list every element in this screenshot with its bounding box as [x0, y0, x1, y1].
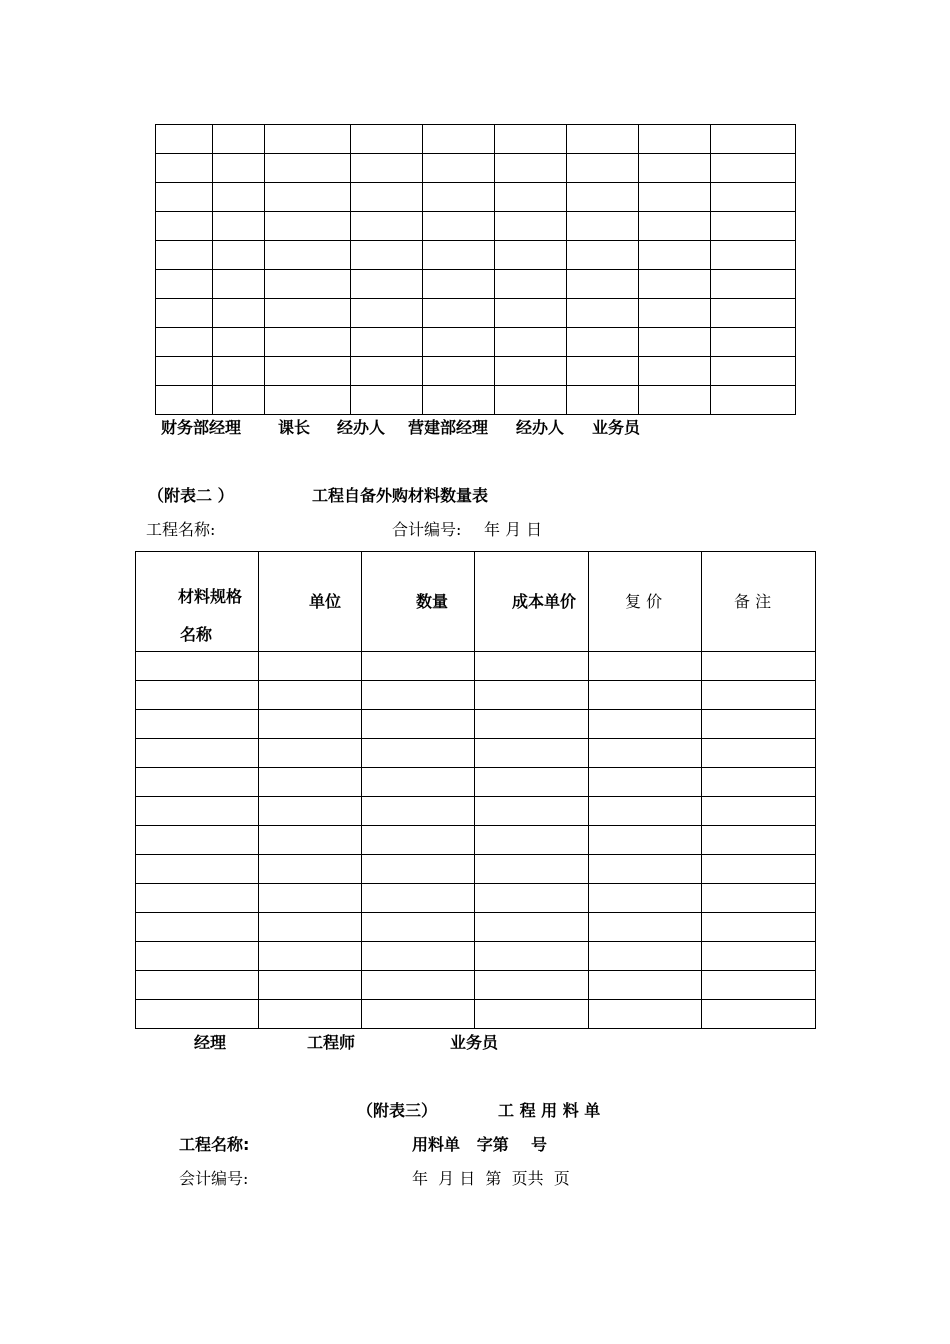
table-cell — [567, 241, 639, 270]
header-remark-label: 备 注 — [734, 592, 772, 611]
table-cell — [213, 125, 265, 154]
table-cell — [639, 328, 711, 357]
table-cell — [702, 739, 816, 768]
table-cell — [702, 913, 816, 942]
table-cell — [136, 797, 259, 826]
table-cell — [423, 328, 495, 357]
table-cell — [259, 797, 362, 826]
table-cell — [423, 357, 495, 386]
table-cell — [259, 971, 362, 1000]
table-cell — [702, 710, 816, 739]
table-cell — [362, 913, 475, 942]
table-cell — [589, 652, 702, 681]
table-cell — [136, 942, 259, 971]
header-material-line2: 名称 — [180, 625, 213, 644]
table-cell — [351, 386, 423, 415]
appendix3-label: （附表三） — [357, 1101, 438, 1120]
table-cell — [475, 768, 589, 797]
table-cell — [589, 913, 702, 942]
table-cell — [156, 125, 213, 154]
table-cell — [362, 942, 475, 971]
table-cell — [213, 241, 265, 270]
table-cell — [362, 826, 475, 855]
table-row — [156, 299, 796, 328]
table-cell — [711, 212, 796, 241]
table-cell — [136, 739, 259, 768]
table-cell — [156, 241, 213, 270]
table-cell — [711, 154, 796, 183]
table-cell — [475, 913, 589, 942]
table-cell — [351, 357, 423, 386]
table-row — [156, 154, 796, 183]
table-cell — [265, 328, 351, 357]
header-cost-price-label: 成本单价 — [512, 592, 577, 611]
table-cell — [495, 270, 567, 299]
signature-salesperson-2: 业务员 — [450, 1033, 499, 1052]
table-cell — [711, 357, 796, 386]
table-cell — [351, 241, 423, 270]
table-cell — [351, 183, 423, 212]
table-cell — [589, 710, 702, 739]
table-cell — [259, 739, 362, 768]
table-cell — [259, 826, 362, 855]
table-row — [136, 768, 816, 797]
table-row — [136, 971, 816, 1000]
table-row — [136, 942, 816, 971]
signature-salesperson: 业务员 — [592, 418, 641, 437]
table-cell — [702, 855, 816, 884]
appendix3-date-page-label: 年 月 日 第 页共 页 — [412, 1169, 570, 1188]
table-cell — [702, 681, 816, 710]
appendix2-account-label: 合计编号: — [392, 520, 462, 539]
table-cell — [136, 710, 259, 739]
table-cell — [213, 183, 265, 212]
table-row — [136, 855, 816, 884]
table-cell — [567, 328, 639, 357]
table-cell — [495, 386, 567, 415]
table-cell — [475, 710, 589, 739]
table-cell — [259, 1000, 362, 1029]
table-cell — [639, 183, 711, 212]
table-cell — [136, 855, 259, 884]
table-cell — [156, 270, 213, 299]
table-cell — [589, 768, 702, 797]
table-cell — [213, 357, 265, 386]
table-cell — [259, 855, 362, 884]
table-cell — [702, 884, 816, 913]
table-cell — [265, 183, 351, 212]
table-row — [136, 681, 816, 710]
table-cell — [639, 154, 711, 183]
table-cell — [475, 855, 589, 884]
table-cell — [265, 154, 351, 183]
table-cell — [567, 125, 639, 154]
table-cell — [423, 299, 495, 328]
table-row — [156, 183, 796, 212]
table-cell — [589, 971, 702, 1000]
table-cell — [711, 328, 796, 357]
table-cell — [589, 1000, 702, 1029]
table-cell — [702, 942, 816, 971]
header-unit-label: 单位 — [309, 592, 342, 611]
appendix2-date-label: 年 月 日 — [484, 520, 543, 539]
table-cell — [156, 299, 213, 328]
table-row — [136, 913, 816, 942]
header-remark — [702, 552, 816, 652]
table-cell — [567, 212, 639, 241]
table-cell — [702, 971, 816, 1000]
table-cell — [475, 884, 589, 913]
table-cell — [156, 154, 213, 183]
table-cell — [213, 270, 265, 299]
table-cell — [265, 125, 351, 154]
table-cell — [136, 652, 259, 681]
table-cell — [213, 212, 265, 241]
table-header-row — [136, 552, 816, 652]
table-cell — [423, 270, 495, 299]
table-cell — [136, 768, 259, 797]
table-cell — [362, 652, 475, 681]
header-recheck-price — [589, 552, 702, 652]
table-cell — [423, 241, 495, 270]
header-material-name — [136, 552, 259, 652]
appendix3-account-label: 会计编号: — [179, 1169, 249, 1188]
table-cell — [423, 212, 495, 241]
signature-section-chief: 课长 — [278, 418, 311, 437]
table-cell — [136, 826, 259, 855]
table-cell — [259, 681, 362, 710]
table-cell — [136, 971, 259, 1000]
table-cell — [567, 299, 639, 328]
table-cell — [475, 1000, 589, 1029]
table-cell — [589, 797, 702, 826]
table-row — [136, 710, 816, 739]
table-cell — [136, 681, 259, 710]
table-cell — [567, 386, 639, 415]
table-cell — [351, 154, 423, 183]
table-row — [136, 826, 816, 855]
table-cell — [475, 797, 589, 826]
signature-engineer: 工程师 — [307, 1033, 356, 1052]
table-row — [136, 1000, 816, 1029]
table-cell — [475, 826, 589, 855]
table-cell — [567, 270, 639, 299]
appendix2-project-name-label: 工程名称: — [146, 520, 216, 539]
table-cell — [362, 797, 475, 826]
table-cell — [423, 125, 495, 154]
table-row — [136, 739, 816, 768]
table-cell — [639, 212, 711, 241]
table-cell — [351, 270, 423, 299]
table-cell — [495, 125, 567, 154]
table-cell — [362, 884, 475, 913]
table-cell — [711, 183, 796, 212]
table-cell — [423, 183, 495, 212]
table-cell — [265, 299, 351, 328]
table-cell — [702, 1000, 816, 1029]
signature-handler-1: 经办人 — [337, 418, 386, 437]
table-cell — [362, 681, 475, 710]
appendix2-label: （附表二 ） — [148, 486, 234, 505]
table-cell — [136, 1000, 259, 1029]
table-cell — [351, 299, 423, 328]
table-cell — [711, 125, 796, 154]
table-cell — [702, 797, 816, 826]
table-cell — [362, 739, 475, 768]
table-cell — [362, 710, 475, 739]
table-cell — [213, 299, 265, 328]
appendix3-form-no-label: 用料单 字第 号 — [412, 1135, 547, 1154]
table-cell — [495, 299, 567, 328]
table-cell — [639, 357, 711, 386]
header-cost-price — [475, 552, 589, 652]
table-cell — [589, 855, 702, 884]
table-cell — [702, 768, 816, 797]
signature-construction-manager: 营建部经理 — [408, 418, 489, 437]
table-row — [156, 328, 796, 357]
table-cell — [265, 357, 351, 386]
table-cell — [259, 652, 362, 681]
table-cell — [711, 270, 796, 299]
table-cell — [495, 241, 567, 270]
table-cell — [136, 884, 259, 913]
table-cell — [711, 299, 796, 328]
table-cell — [589, 826, 702, 855]
table-cell — [639, 241, 711, 270]
table-cell — [156, 386, 213, 415]
header-quantity — [362, 552, 475, 652]
table-cell — [259, 913, 362, 942]
table-cell — [259, 768, 362, 797]
appendix3-project-name-label: 工程名称: — [179, 1135, 250, 1154]
table-row — [156, 357, 796, 386]
table-cell — [156, 328, 213, 357]
table-cell — [259, 942, 362, 971]
table-cell — [711, 386, 796, 415]
table-cell — [495, 212, 567, 241]
table-cell — [589, 942, 702, 971]
table-cell — [259, 884, 362, 913]
table-cell — [475, 942, 589, 971]
table-row — [136, 884, 816, 913]
table-cell — [639, 270, 711, 299]
table-row — [156, 212, 796, 241]
table-cell — [265, 386, 351, 415]
table-cell — [567, 154, 639, 183]
table-cell — [639, 299, 711, 328]
table-cell — [475, 971, 589, 1000]
signature-handler-2: 经办人 — [516, 418, 565, 437]
table-cell — [156, 357, 213, 386]
table-cell — [495, 328, 567, 357]
table-cell — [475, 681, 589, 710]
table-cell — [156, 183, 213, 212]
table-cell — [362, 768, 475, 797]
table-cell — [589, 884, 702, 913]
signature-finance-manager: 财务部经理 — [161, 418, 242, 437]
table-cell — [351, 328, 423, 357]
table-cell — [702, 826, 816, 855]
table-row — [136, 652, 816, 681]
table-cell — [639, 125, 711, 154]
header-quantity-label: 数量 — [416, 592, 449, 611]
table-cell — [475, 739, 589, 768]
material-quantity-table — [135, 551, 816, 1029]
table-cell — [265, 241, 351, 270]
table-cell — [265, 270, 351, 299]
header-unit — [259, 552, 362, 652]
table-cell — [213, 154, 265, 183]
table-row — [156, 241, 796, 270]
table-cell — [495, 183, 567, 212]
table-cell — [136, 913, 259, 942]
signature-manager: 经理 — [194, 1033, 227, 1052]
table-cell — [362, 855, 475, 884]
table-cell — [589, 739, 702, 768]
table-cell — [567, 183, 639, 212]
table-row — [156, 386, 796, 415]
table-cell — [639, 386, 711, 415]
table-row — [156, 125, 796, 154]
table-row — [156, 270, 796, 299]
table-cell — [702, 652, 816, 681]
table-cell — [351, 125, 423, 154]
table-cell — [362, 971, 475, 1000]
table-cell — [423, 154, 495, 183]
table-cell — [567, 357, 639, 386]
table-cell — [495, 357, 567, 386]
appendix2-title: 工程自备外购材料数量表 — [312, 486, 489, 505]
table-cell — [259, 710, 362, 739]
table-cell — [711, 241, 796, 270]
table-cell — [351, 212, 423, 241]
table-cell — [213, 386, 265, 415]
table-cell — [213, 328, 265, 357]
table-cell — [156, 212, 213, 241]
table-cell — [362, 1000, 475, 1029]
table-cell — [495, 154, 567, 183]
table-cell — [589, 681, 702, 710]
top-grid-table — [155, 124, 796, 415]
table-cell — [423, 386, 495, 415]
table-row — [136, 797, 816, 826]
appendix3-title: 工 程 用 料 单 — [498, 1101, 601, 1120]
header-recheck-price-label: 复 价 — [625, 592, 663, 611]
table-cell — [475, 652, 589, 681]
table-cell — [265, 212, 351, 241]
header-material-line1: 材料规格 — [178, 587, 243, 606]
